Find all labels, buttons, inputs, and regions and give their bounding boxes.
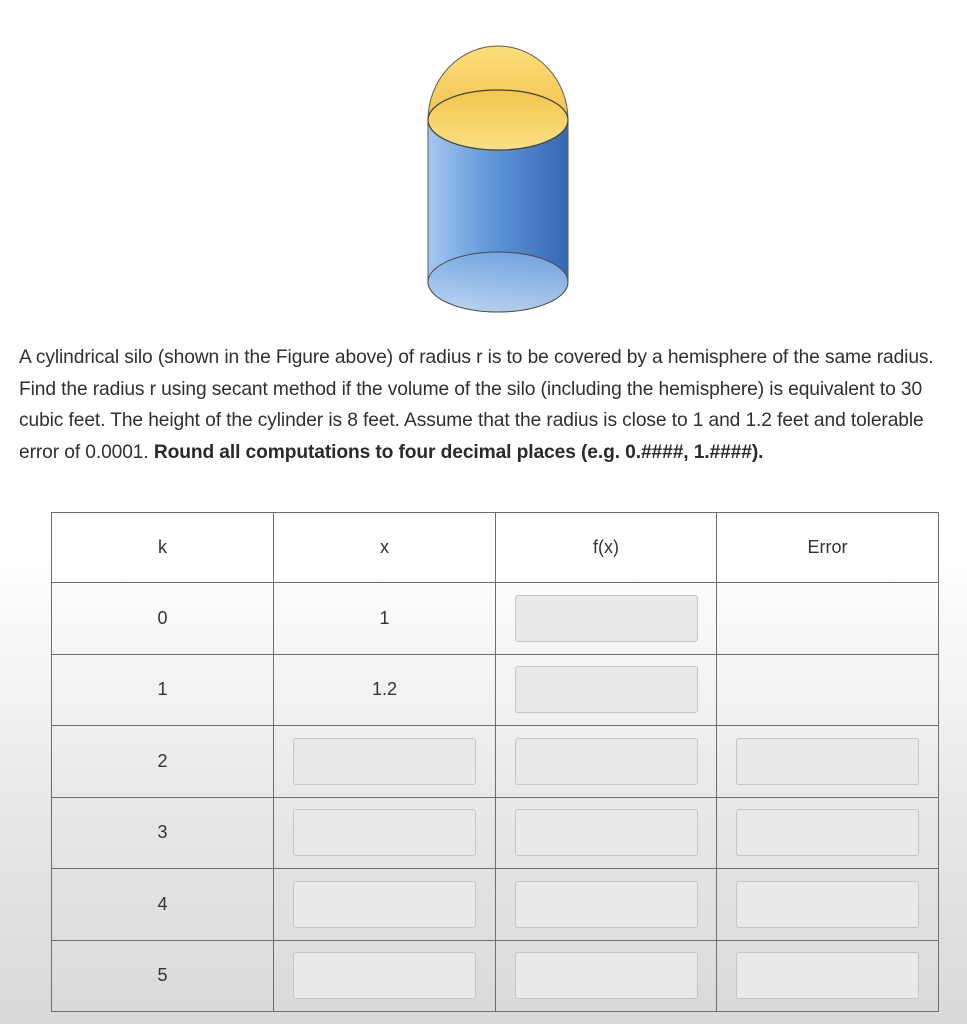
error-input[interactable] <box>736 881 919 928</box>
error-cell <box>717 583 939 655</box>
cylinder-base-ellipse <box>428 252 568 312</box>
table-row <box>52 726 939 798</box>
fx-cell <box>496 726 717 798</box>
error-cell <box>717 940 939 1012</box>
x-cell <box>274 726 496 798</box>
x-cell <box>274 797 496 869</box>
error-cell <box>717 869 939 941</box>
error-input[interactable] <box>736 952 919 999</box>
table-row <box>52 654 939 726</box>
x-cell: 1.2 <box>274 654 496 726</box>
fx-cell <box>496 869 717 941</box>
x-input[interactable] <box>293 809 476 856</box>
table-row <box>52 797 939 869</box>
fx-input[interactable] <box>515 952 698 999</box>
fx-input[interactable] <box>515 595 698 642</box>
x-cell <box>274 940 496 1012</box>
secant-method-table <box>51 512 939 1012</box>
header-error: Error <box>717 513 939 583</box>
header-k: k <box>52 513 274 583</box>
problem-statement <box>19 342 964 468</box>
error-input[interactable] <box>736 738 919 785</box>
fx-cell <box>496 654 717 726</box>
fx-cell <box>496 583 717 655</box>
k-cell: 2 <box>52 726 274 798</box>
problem-text: A cylindrical silo (shown in the Figure above) of radius r is to be covered by a hemisphere of the same radius. Find the radius r using secant method if the volume of the silo (including the hemisphere) is equivalent to 30 cubic feet. The height of the cylinder is 8 feet. Assume that the radius is close to 1 and 1.2 feet and tolerable error of 0.0001. <box>19 347 934 463</box>
fx-input[interactable] <box>515 666 698 713</box>
table-header-row <box>52 513 939 583</box>
k-cell: 0 <box>52 583 274 655</box>
rounding-instruction: Round all computations to four decimal places (e.g. 0.####, 1.####). <box>153 441 764 463</box>
k-cell: 5 <box>52 940 274 1012</box>
fx-cell <box>496 940 717 1012</box>
k-cell: 1 <box>52 654 274 726</box>
fx-input[interactable] <box>515 738 698 785</box>
table-row <box>52 583 939 655</box>
cylinder-top-ellipse <box>428 90 568 150</box>
fx-cell <box>496 797 717 869</box>
table-row <box>52 940 939 1012</box>
x-input[interactable] <box>293 952 476 999</box>
error-input[interactable] <box>736 809 919 856</box>
x-input[interactable] <box>293 738 476 785</box>
error-cell <box>717 654 939 726</box>
silo-figure <box>420 40 580 320</box>
table-row <box>52 869 939 941</box>
x-cell: 1 <box>274 583 496 655</box>
k-cell: 4 <box>52 869 274 941</box>
fx-input[interactable] <box>515 881 698 928</box>
x-cell <box>274 869 496 941</box>
x-input[interactable] <box>293 881 476 928</box>
fx-input[interactable] <box>515 809 698 856</box>
header-fx: f(x) <box>496 513 717 583</box>
error-cell <box>717 726 939 798</box>
k-cell: 3 <box>52 797 274 869</box>
header-x: x <box>274 513 496 583</box>
error-cell <box>717 797 939 869</box>
